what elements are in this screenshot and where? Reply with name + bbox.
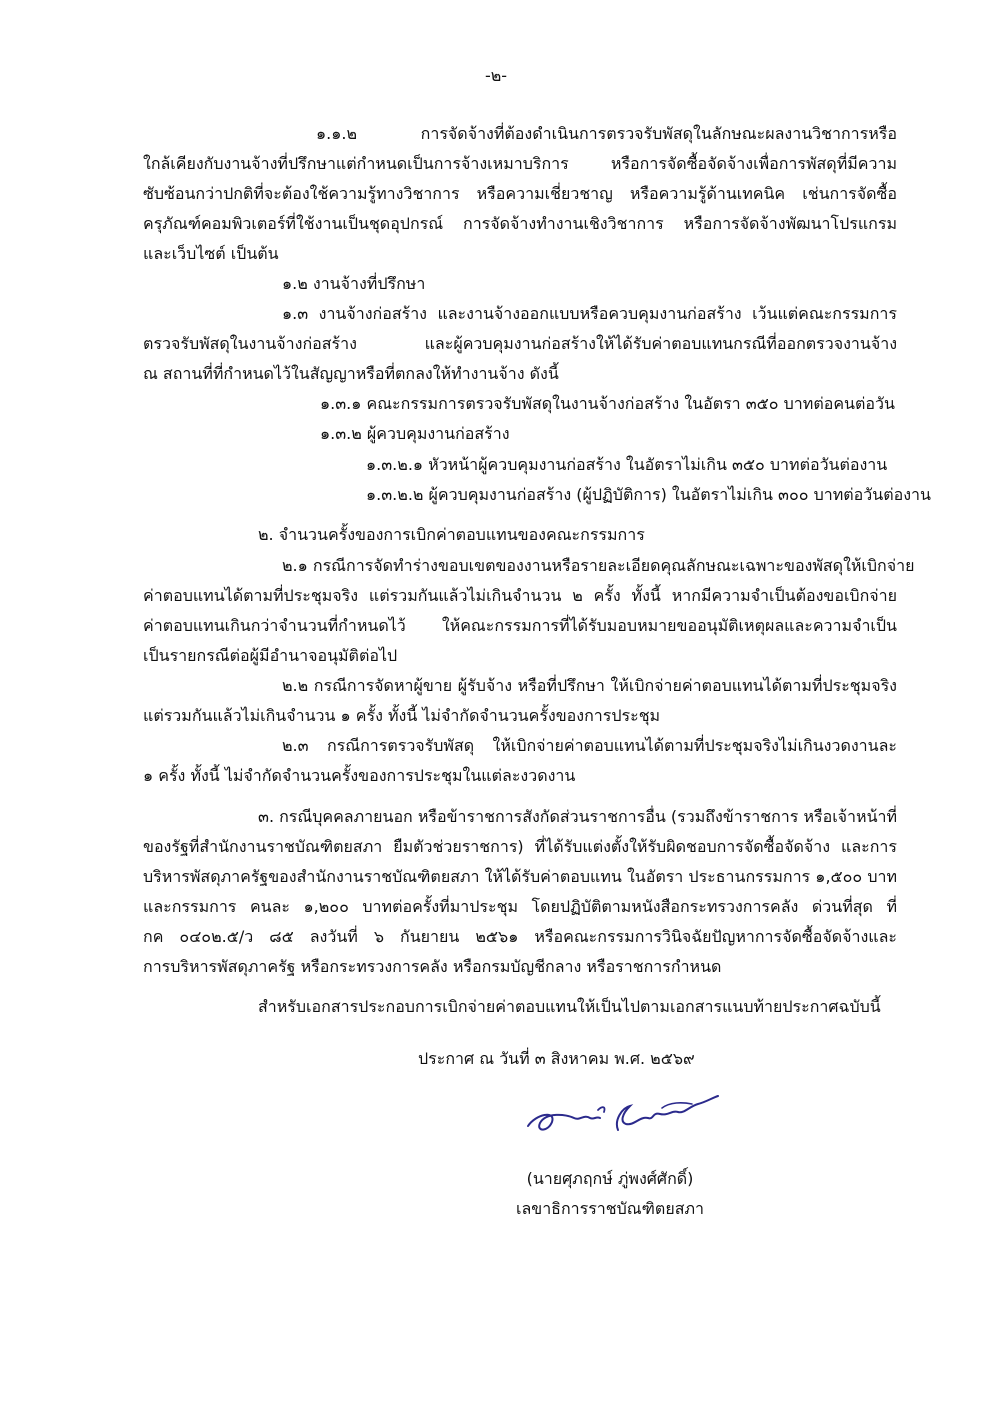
clause-1-3-2-1: ๑.๓.๒.๑ หัวหน้าผู้ควบคุมงานก่อสร้าง ในอัตราไม่เกิน ๓๕๐ บาทต่อวันต่องาน <box>366 455 888 474</box>
clause-2-1-line-1: ๒.๑ กรณีการจัดทำร่างขอบเขตของงานหรือรายละเอียดคุณลักษณะเฉพาะของพัสดุให้เบิกจ่าย <box>282 556 915 575</box>
section-3-line-2: ของรัฐที่สำนักงานราชบัณฑิตยสภา ยืมตัวช่วยราชการ) ที่ได้รับแต่งตั้งให้รับผิดชอบการจัดซื้อจัดจ้าง และการ <box>143 837 897 856</box>
clause-1-3-2: ๑.๓.๒ ผู้ควบคุมงานก่อสร้าง <box>320 424 510 443</box>
announcement-date: ประกาศ ณ วันที่ ๓ สิงหาคม พ.ศ. ๒๕๖๙ <box>418 1049 695 1068</box>
signatory-title: เลขาธิการราชบัณฑิตยสภา <box>515 1199 704 1218</box>
clause-2-3-line-2: ๑ ครั้ง ทั้งนี้ ไม่จำกัดจำนวนครั้งของการประชุมในแต่ละงวดงาน <box>143 766 576 785</box>
section-3-line-4: และกรรมการ คนละ ๑,๒๐๐ บาทต่อครั้งที่มาประชุม โดยปฏิบัติตามหนังสือกระทรวงการคลัง ด่วนที่สุด ที่ <box>143 897 897 916</box>
section-3-line-6: การบริหารพัสดุภาครัฐ หรือกระทรวงการคลัง หรือกรมบัญชีกลาง หรือราชการกำหนด <box>143 957 722 976</box>
clause-1-1-2-line-4: ครุภัณฑ์คอมพิวเตอร์ที่ใช้งานเป็นชุดอุปกรณ์ การจัดจ้างทำงานเชิงวิชาการ หรือการจัดจ้างพัฒนาโปรแกรม <box>143 214 897 233</box>
page-number: -๒- <box>484 66 508 85</box>
clause-1-1-2-line-1: ๑.๑.๒ การจัดจ้างที่ต้องดำเนินการตรวจรับพัสดุในลักษณะผลงานวิชาการหรือ <box>316 124 897 143</box>
clause-2-1-line-3: ค่าตอบแทนเกินกว่าจำนวนที่กำหนดไว้ ให้คณะกรรมการที่ได้รับมอบหมายขออนุมัติเหตุผลและความจำเป็น <box>143 616 897 635</box>
clause-1-3-line-3: ณ สถานที่ที่กำหนดไว้ในสัญญาหรือที่ตกลงให้ทำงานจ้าง ดังนี้ <box>143 364 559 383</box>
clause-2-1-line-2: ค่าตอบแทนได้ตามที่ประชุมจริง แต่รวมกันแล้วไม่เกินจำนวน ๒ ครั้ง ทั้งนี้ หากมีความจำเป็นต้องขอเบิกจ่าย <box>143 586 897 605</box>
clause-2-2-line-1: ๒.๒ กรณีการจัดหาผู้ขาย ผู้รับจ้าง หรือที่ปรึกษา ให้เบิกจ่ายค่าตอบแทนได้ตามที่ประชุมจริง <box>282 676 897 695</box>
section-3-line-5: กค ๐๔๐๒.๕/ว ๘๕ ลงวันที่ ๖ กันยายน ๒๕๖๑ หรือคณะกรรมการวินิจฉัยปัญหาการจัดซื้อจัดจ้างและ <box>143 927 897 946</box>
clause-1-3-2-2: ๑.๓.๒.๒ ผู้ควบคุมงานก่อสร้าง (ผู้ปฏิบัติการ) ในอัตราไม่เกิน ๓๐๐ บาทต่อวันต่องาน <box>366 485 931 504</box>
signatory-name: (นายศุภฤกษ์ ภู่พงศ์ศักดิ์) <box>526 1169 694 1188</box>
section-2-heading: ๒. จำนวนครั้งของการเบิกค่าตอบแทนของคณะกรรมการ <box>258 525 645 544</box>
section-3-line-3: บริหารพัสดุภาครัฐของสำนักงานราชบัณฑิตยสภา ให้ได้รับค่าตอบแทน ในอัตรา ประธานกรรมการ ๑,๕๐๐ บาท <box>143 867 897 886</box>
clause-1-1-2-line-3: ซับซ้อนกว่าปกติที่จะต้องใช้ความรู้ทางวิชาการ หรือความเชี่ยวชาญ หรือความรู้ด้านเทคนิค เช่นการจัดซื้อ <box>143 184 897 203</box>
clause-1-2: ๑.๒ งานจ้างที่ปรึกษา <box>282 274 426 293</box>
clause-1-3-1: ๑.๓.๑ คณะกรรมการตรวจรับพัสดุในงานจ้างก่อสร้าง ในอัตรา ๓๕๐ บาทต่อคนต่อวัน <box>320 394 895 413</box>
section-3-line-1: ๓. กรณีบุคคลภายนอก หรือข้าราชการสังกัดส่วนราชการอื่น (รวมถึงข้าราชการ หรือเจ้าหน้าที่ <box>258 807 898 826</box>
clause-1-1-2-line-2: ใกล้เคียงกับงานจ้างที่ปรึกษาแต่กำหนดเป็นการจ้างเหมาบริการ หรือการจัดซื้อจัดจ้างเพื่อการพัสดุที่มีความ <box>143 154 897 173</box>
clause-1-3-line-1: ๑.๓ งานจ้างก่อสร้าง และงานจ้างออกแบบหรือควบคุมงานก่อสร้าง เว้นแต่คณะกรรมการ <box>282 304 897 323</box>
attachment-note: สำหรับเอกสารประกอบการเบิกจ่ายค่าตอบแทนให้เป็นไปตามเอกสารแนบท้ายประกาศฉบับนี้ <box>258 997 881 1016</box>
handwritten-signature <box>522 1092 722 1148</box>
clause-2-3-line-1: ๒.๓ กรณีการตรวจรับพัสดุ ให้เบิกจ่ายค่าตอบแทนได้ตามที่ประชุมจริงไม่เกินงวดงานละ <box>282 736 897 755</box>
clause-1-1-2-line-5: และเว็บไซต์ เป็นต้น <box>143 244 279 263</box>
clause-2-2-line-2: แต่รวมกันแล้วไม่เกินจำนวน ๑ ครั้ง ทั้งนี้ ไม่จำกัดจำนวนครั้งของการประชุม <box>143 706 661 725</box>
clause-2-1-line-4: เป็นรายกรณีต่อผู้มีอำนาจอนุมัติต่อไป <box>143 646 398 665</box>
clause-1-3-line-2: ตรวจรับพัสดุในงานจ้างก่อสร้าง และผู้ควบคุมงานก่อสร้างให้ได้รับค่าตอบแทนกรณีที่ออกตรวจงานจ้าง <box>143 334 897 353</box>
